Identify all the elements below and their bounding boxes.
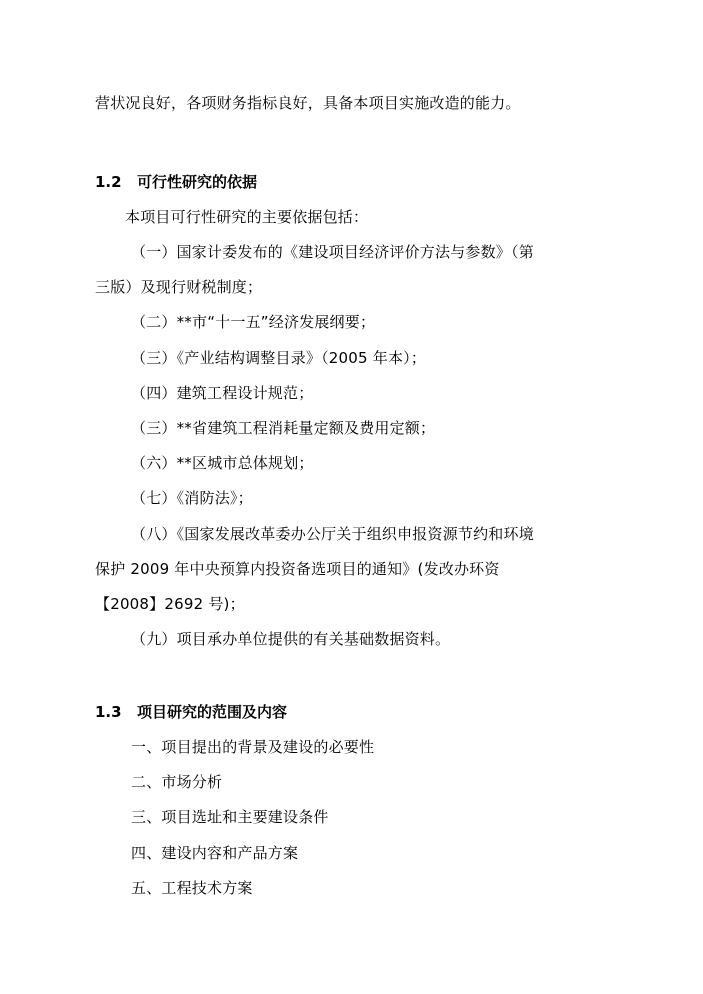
scope-item-3: 三、项目选址和主要建设条件 (131, 808, 329, 826)
basis-item-9: （九）项目承办单位提供的有关基础数据资料。 (131, 630, 451, 648)
basis-item-4: （四）建筑工程设计规范； (131, 384, 314, 402)
section-title: 项目研究的范围及内容 (137, 703, 288, 721)
intro-line: 营状况良好，各项财务指标良好，具备本项目实施改造的能力。 (95, 94, 521, 112)
section-title: 可行性研究的依据 (137, 173, 258, 191)
scope-item-2: 二、市场分析 (131, 773, 223, 791)
scope-item-4: 四、建设内容和产品方案 (131, 844, 299, 862)
basis-item-7: （七）《消防法》； (131, 489, 253, 507)
basis-item-3: （三）《产业结构调整目录》（2005 年本）； (131, 349, 427, 367)
basis-item-8: （八）《国家发展改革委办公厅关于组织申报资源节约和环境 (131, 525, 534, 543)
section-heading-1-2 (95, 172, 257, 192)
basis-item-8-continued-2: 【2008】2692 号)； (95, 595, 245, 613)
basis-item-2: （二）**市“十一五”经济发展纲要； (131, 313, 376, 331)
scope-item-1: 一、项目提出的背景及建设的必要性 (131, 738, 375, 756)
basis-item-8-continued: 保护 2009 年中央预算内投资备选项目的通知》(发改办环资 (95, 560, 500, 578)
basis-item-1-continued: 三版）及现行财税制度； (95, 278, 263, 296)
scope-item-5: 五、工程技术方案 (131, 879, 253, 897)
section-heading-1-3 (95, 702, 287, 722)
basis-item-6: （六）**区城市总体规划； (131, 454, 314, 472)
section-lead: 本项目可行性研究的主要依据包括： (125, 208, 369, 226)
basis-item-5: （三）**省建筑工程消耗量定额及费用定额； (131, 419, 436, 437)
section-number: 1.3 (95, 703, 122, 721)
basis-item-1: （一）国家计委发布的《建设项目经济评价方法与参数》（第 (131, 243, 534, 261)
section-number: 1.2 (95, 173, 122, 191)
